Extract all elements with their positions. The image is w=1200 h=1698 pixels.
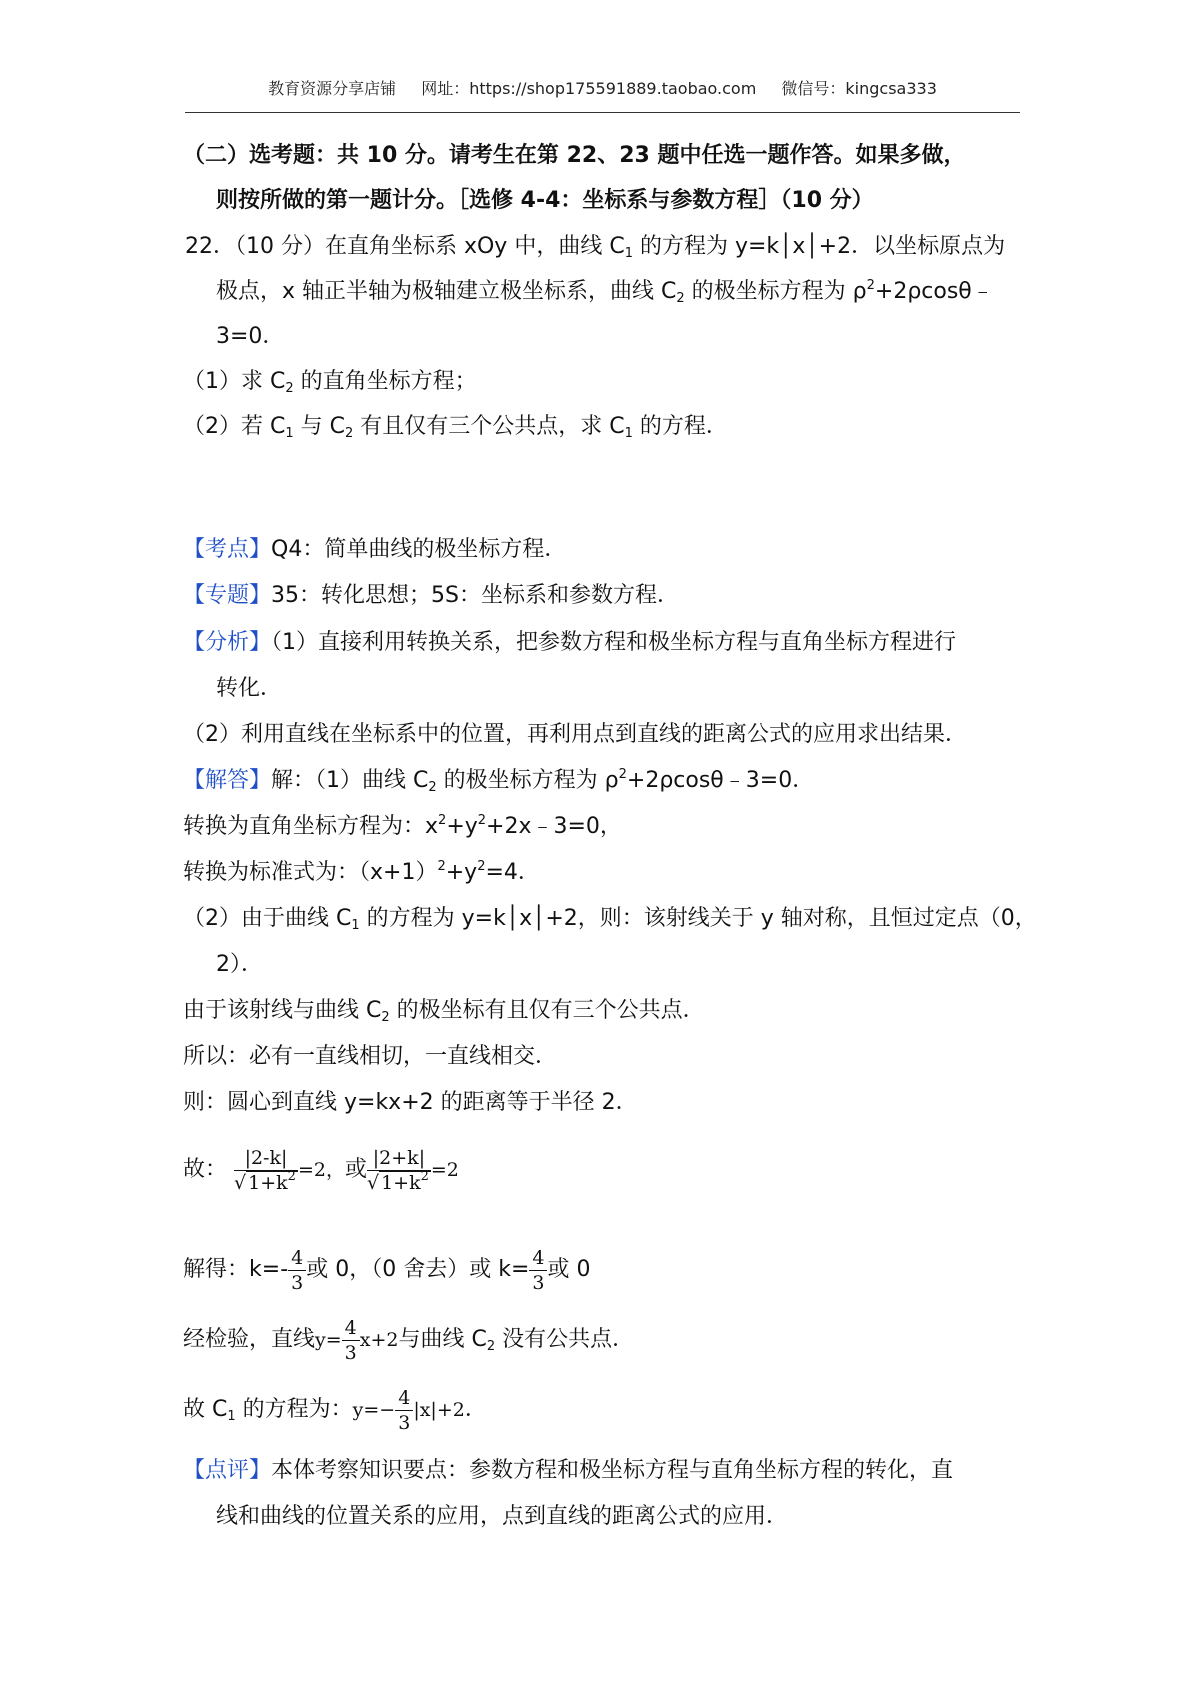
jieda-line: 【解答】解：（1）曲线 $C_2$ 的极坐标方程为 $\rho^2+2\rho\cos\theta﹣3=0$． bbox=[183, 767, 815, 795]
fenxi-line3: （2）利用直线在坐标系中的位置，再利用点到直线的距离公式的应用求出结果． bbox=[183, 722, 967, 747]
kaodian-line: 【考点】Q4：简单曲线的极坐标方程． bbox=[183, 537, 567, 562]
step-tangent: 所以：必有一直线相切，一直线相交． bbox=[183, 1044, 558, 1069]
zhuanti-tag: 【专题】 bbox=[183, 583, 272, 608]
solution-k: 解得：k=- $\frac{4}{3}$ 或 0，（0 舍去）或 k= $\frac{4}{3}$ 或 0 bbox=[183, 1246, 591, 1294]
shop-name: 教育资源分享店铺 bbox=[268, 79, 397, 98]
jieda-tag: 【解答】 bbox=[183, 768, 272, 793]
section-title-line1: （二）选考题：共 10 分。请考生在第 22、23 题中任选一题作答。如果多做， bbox=[183, 143, 966, 168]
verification: 经检验，直线y= $\frac{4}{3}$ x+2与曲线 $C_2$ 没有公共点． bbox=[183, 1316, 635, 1364]
fraction-2-plus-k: $\frac{|2+k|}{√ 1+k^2}$ bbox=[366, 1146, 429, 1194]
zhuanti-line: 【专题】35：转化思想；5S：坐标系和参数方程． bbox=[183, 583, 679, 608]
fraction-4-3: $\frac{4}{3}$ bbox=[342, 1316, 360, 1365]
step-part2-line2: 2）． bbox=[216, 952, 263, 977]
kaodian-tag: 【考点】 bbox=[183, 537, 272, 562]
fenxi-line2: 转化． bbox=[216, 676, 283, 701]
page-header bbox=[185, 76, 1020, 113]
wechat-id: 微信号：kingcsa333 bbox=[781, 79, 937, 98]
question-2: （2）若 $C_1$ 与 $C_2$ 有且仅有三个公共点，求 $C_1$ 的方程． bbox=[183, 414, 728, 441]
fraction-4-3: $\frac{4}{3}$ bbox=[395, 1386, 413, 1435]
fraction-4-3: $\frac{4}{3}$ bbox=[288, 1246, 306, 1295]
dianping-line2: 线和曲线的位置关系的应用，点到直线的距离公式的应用． bbox=[216, 1504, 789, 1529]
shop-url: 网址：https://shop175591889.taobao.com bbox=[421, 79, 757, 98]
fenxi-tag: 【分析】 bbox=[183, 630, 272, 655]
dianping-line1: 【点评】本体考察知识要点：参数方程和极坐标方程与直角坐标方程的转化，直 bbox=[183, 1458, 954, 1483]
final-answer: 故 $C_1$ 的方程为：y=− $\frac{4}{3}$ |x|+2． bbox=[183, 1386, 487, 1434]
step-part2-line1: （2）由于曲线 $C_1$ 的方程为 y=k│x│+2，则：该射线关于 y 轴对称，且恒过定点（0， bbox=[183, 906, 1037, 933]
problem-line1: 22．（10 分）在直角坐标系 xOy 中，曲线 $C_1$ 的方程为 y=k│x│+2．以坐标原点为 bbox=[185, 234, 1006, 261]
distance-equations: 故： $\frac{|2-k|}{√ 1+k^2}$ =2，或 $\frac{|2+k|}{√ 1+k^2}$ =2 bbox=[183, 1146, 459, 1194]
step-distance: 则：圆心到直线 y=kx+2 的距离等于半径 2． bbox=[183, 1090, 638, 1115]
section-title-line2: 则按所做的第一题计分。［选修 4-4：坐标系与参数方程］（10 分） bbox=[216, 188, 874, 213]
fraction-2-minus-k: $\frac{|2-k|}{√ 1+k^2}$ bbox=[234, 1146, 296, 1194]
fraction-4-3: $\frac{4}{3}$ bbox=[529, 1246, 547, 1295]
dianping-tag: 【点评】 bbox=[183, 1458, 272, 1483]
step-standard: 转换为标准式为：$(x+1)^2+y^2=4$． bbox=[183, 859, 540, 885]
problem-line2: 极点，x 轴正半轴为极轴建立极坐标系，曲线 $C_2$ 的极坐标方程为 $\rho^2+2\rho\cos\theta﹣$ bbox=[216, 278, 994, 306]
step-cartesian: 转换为直角坐标方程为：$x^2+y^2+2x﹣3=0$， bbox=[183, 813, 622, 839]
fenxi-line1: 【分析】（1）直接利用转换关系，把参数方程和极坐标方程与直角坐标方程进行 bbox=[183, 630, 957, 655]
question-1: （1）求 $C_2$ 的直角坐标方程； bbox=[183, 369, 477, 396]
step-intersections: 由于该射线与曲线 $C_2$ 的极坐标有且仅有三个公共点． bbox=[183, 998, 705, 1025]
problem-line3: 3=0． bbox=[216, 324, 285, 349]
